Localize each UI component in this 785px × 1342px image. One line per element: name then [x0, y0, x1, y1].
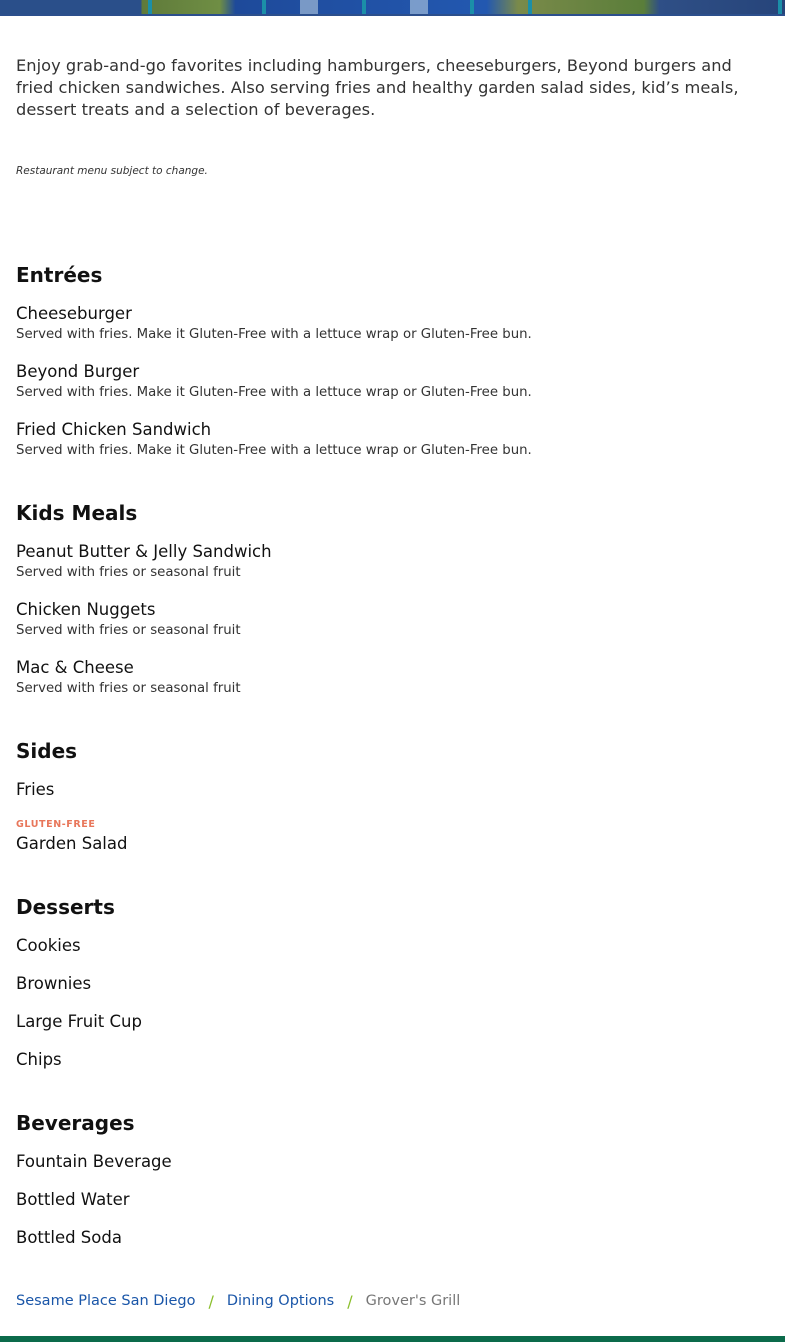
- breadcrumb-link-park[interactable]: Sesame Place San Diego: [16, 1293, 196, 1309]
- breadcrumb: [16, 1290, 460, 1312]
- section-title-sides: Sides: [16, 739, 78, 763]
- gluten-free-badge: GLUTEN-FREE: [16, 819, 96, 830]
- menu-item-name: Fountain Beverage: [16, 1152, 172, 1171]
- menu-item-name: Brownies: [16, 974, 92, 993]
- menu-item-name: Cookies: [16, 936, 81, 955]
- menu-item-name: Peanut Butter & Jelly Sandwich: [16, 542, 272, 561]
- menu-item-description: Served with fries. Make it Gluten-Free with a lettuce wrap or Gluten-Free bun.: [16, 385, 532, 400]
- menu-item-description: Served with fries. Make it Gluten-Free with a lettuce wrap or Gluten-Free bun.: [16, 443, 532, 458]
- menu-item-name: Cheeseburger: [16, 304, 132, 323]
- menu-item-name: Large Fruit Cup: [16, 1012, 142, 1031]
- section-title-desserts: Desserts: [16, 895, 115, 919]
- section-title-kids-meals: Kids Meals: [16, 501, 138, 525]
- breadcrumb-link-dining-options[interactable]: Dining Options: [226, 1293, 335, 1309]
- menu-item-name: Mac & Cheese: [16, 658, 134, 677]
- hero-edge: [0, 14, 785, 16]
- menu-item-name: Fried Chicken Sandwich: [16, 420, 212, 439]
- menu-item-name: Chips: [16, 1050, 62, 1069]
- menu-item-name: Garden Salad: [16, 834, 128, 853]
- menu-item-description: Served with fries or seasonal fruit: [16, 681, 241, 696]
- menu-item-name: Bottled Soda: [16, 1228, 122, 1247]
- menu-item-description: Served with fries or seasonal fruit: [16, 623, 241, 638]
- section-title-entrees: Entrées: [16, 263, 103, 287]
- breadcrumb-current-page: Grover's Grill: [365, 1293, 461, 1309]
- menu-disclaimer: Restaurant menu subject to change.: [16, 165, 208, 177]
- hero-image: [0, 0, 785, 16]
- section-title-beverages: Beverages: [16, 1111, 135, 1135]
- menu-item-name: Fries: [16, 780, 55, 799]
- restaurant-description: Enjoy grab-and-go favorites including hamburgers, cheeseburgers, Beyond burgers and fried chicken sandwiches. Also serving fries and healthy garden salad sides, kid’s meals, dessert treats and a selection of beverages.: [16, 56, 739, 119]
- menu-item-name: Beyond Burger: [16, 362, 140, 381]
- menu-item-description: Served with fries. Make it Gluten-Free with a lettuce wrap or Gluten-Free bun.: [16, 327, 532, 342]
- menu-item-description: Served with fries or seasonal fruit: [16, 565, 241, 580]
- menu-item-name: Bottled Water: [16, 1190, 130, 1209]
- menu-item-name: Chicken Nuggets: [16, 600, 156, 619]
- breadcrumb-separator: /: [208, 1291, 214, 1311]
- footer-bar: [0, 1336, 785, 1342]
- breadcrumb-separator: /: [347, 1291, 353, 1311]
